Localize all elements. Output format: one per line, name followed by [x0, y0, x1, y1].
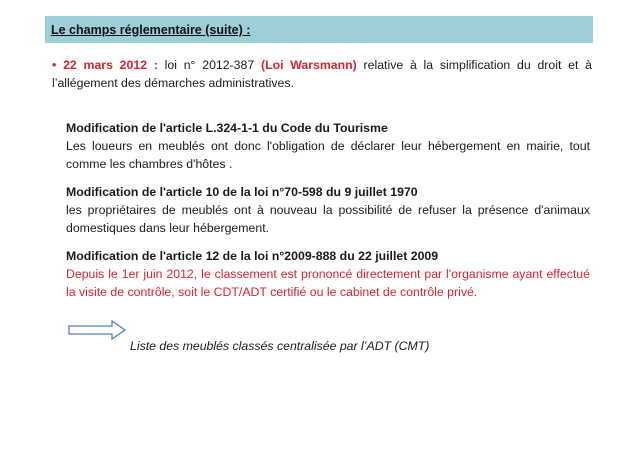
intro-date: 22 mars 2012: [63, 58, 148, 72]
section-heading: Modification de l'article 12 de la loi n°2009-888 du 22 juillet 2009: [66, 249, 439, 263]
section-body: les propriétaires de meublés ont à nouveau la possibilité de refuser la présence d'animaux domestiques dans leur hébergement.: [66, 203, 590, 235]
slide-title-bar: [45, 16, 593, 43]
section-heading: Modification de l'article L.324-1-1 du Code du Tourisme: [66, 121, 388, 135]
section-body: Depuis le 1er juin 2012, le classement est prononcé directement par l'organisme ayant effectué la visite de contrôle, soit le CDT/ADT certifié ou le cabinet de contrôle privé.: [66, 267, 590, 299]
section-law-1970: [66, 183, 590, 237]
intro-separator: :: [147, 58, 165, 72]
intro-rest: relative à la simplification du droit et à l’allégement des démarches administratives.: [52, 58, 592, 90]
intro-law: loi n° 2012-387: [164, 58, 255, 72]
section-body: Les loueurs en meublés ont donc l'obligation de déclarer leur hébergement en mairie, tout comme les chambres d'hôtes .: [66, 139, 590, 171]
intro-paragraph: [52, 56, 592, 92]
section-law-2009: [66, 247, 590, 301]
right-arrow-icon: [68, 320, 126, 340]
note-text: Liste des meublés classés centralisée par l’ADT (CMT): [130, 339, 430, 353]
bullet: •: [52, 58, 57, 72]
slide-title: Le champs réglementaire (suite) :: [51, 22, 251, 37]
section-heading: Modification de l'article 10 de la loi n°70-598 du 9 juillet 1970: [66, 185, 418, 199]
intro-author: (Loi Warsmann): [260, 58, 357, 72]
section-tourism-code: [66, 119, 590, 173]
